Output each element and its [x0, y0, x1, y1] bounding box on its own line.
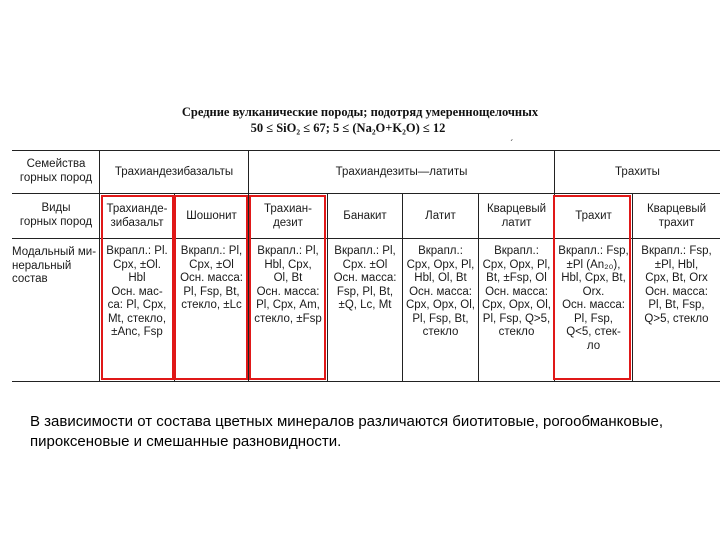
- composition-trachyte: Вкрапл.: Fsp, ±Pl (An₂₀), Hbl, Cpx, Bt, Orx. Осн. масса: Pl, Fsp, Q<5, стек- ло: [558, 245, 629, 352]
- composition-shoshonite: Вкрапл.: Pl, Cpx, ±Ol Осн. масса: Pl, Fsp, Bt, стекло, ±Lc: [180, 245, 243, 311]
- type-quartz-trachyte: Кварцевый трахит: [646, 203, 707, 229]
- table-title-line1: Средние вулканические породы; подотряд умереннощелочных: [181, 105, 539, 119]
- type-banakite: Банакит: [343, 210, 387, 222]
- caption-text: В зависимости от состава цветных минералов различаются биотитовые, рогообманковые, пироксеновые и смешанные разновидности.: [30, 413, 664, 450]
- composition-quartz-latite: Вкрапл.: Cpx, Opx, Pl, Bt, ±Fsp, Ol Осн. масса: Cpx, Opx, Ol, Pl, Fsp, Q>5, стекло: [481, 245, 552, 338]
- highlight-box-trachyandesibasalt: [101, 195, 174, 380]
- family-trachyandesibasalts: Трахиандезибазальты: [114, 166, 234, 178]
- row-label-modal: Модальный ми- неральный состав: [12, 246, 97, 285]
- type-trachyandesibasalt: Трахианде- зибазальт: [106, 203, 168, 229]
- type-trachyandesite: Трахиан- дезит: [264, 203, 312, 229]
- type-trachyte: Трахит: [575, 210, 612, 222]
- highlight-box-trachyandesite: [249, 195, 326, 380]
- table-title-line2: 50 ≤ SiO₂ ≤ 67; 5 ≤ (Na₂O+K₂O) ≤ 12: [250, 121, 446, 135]
- row-label-families: Семейства горных пород: [19, 158, 93, 184]
- type-latite: Латит: [425, 210, 456, 222]
- tick-mark: ˊ: [510, 139, 514, 150]
- composition-banakite: Вкрапл.: Pl, Cpx. ±Ol Осн. масса: Fsp, Pl, Bt, ±Q, Lc, Mt: [333, 245, 397, 311]
- composition-trachyandesibasalt: Вкрапл.: Pl. Cpx, ±Ol. Hbl Осн. мас- са: Pl, Срх, Mt, стекло, ±Anc, Fsp: [106, 245, 168, 338]
- highlight-box-trachyte: [553, 195, 631, 380]
- composition-trachyandesite: Вкрапл.: Pl, Hbl, Cpx, Ol, Bt Осн. масса: Pl, Срх, Am, стекло, ±Fsp: [254, 245, 322, 325]
- highlight-box-shoshonite: [174, 195, 248, 380]
- composition-quartz-trachyte: Вкрапл.: Fsp, ±Pl, Hbl, Cpx, Bt, Orx Осн. масса: Pl, Bt, Fsp, Q>5, стекло: [641, 245, 712, 325]
- type-quartz-latite: Кварцевый латит: [486, 203, 547, 229]
- family-trachytes: Трахиты: [615, 166, 660, 178]
- family-trachyandesites-latites: Трахиандезиты—латиты: [335, 166, 468, 178]
- type-shoshonite: Шошонит: [186, 210, 237, 222]
- composition-latite: Вкрапл.: Cpx, Opx, Pl, Hbl, Ol, Bt Осн. масса: Cpx, Opx, Ol, Pl, Fsp, Bt, стекло: [405, 245, 476, 338]
- row-label-types: Виды горных пород: [19, 202, 93, 228]
